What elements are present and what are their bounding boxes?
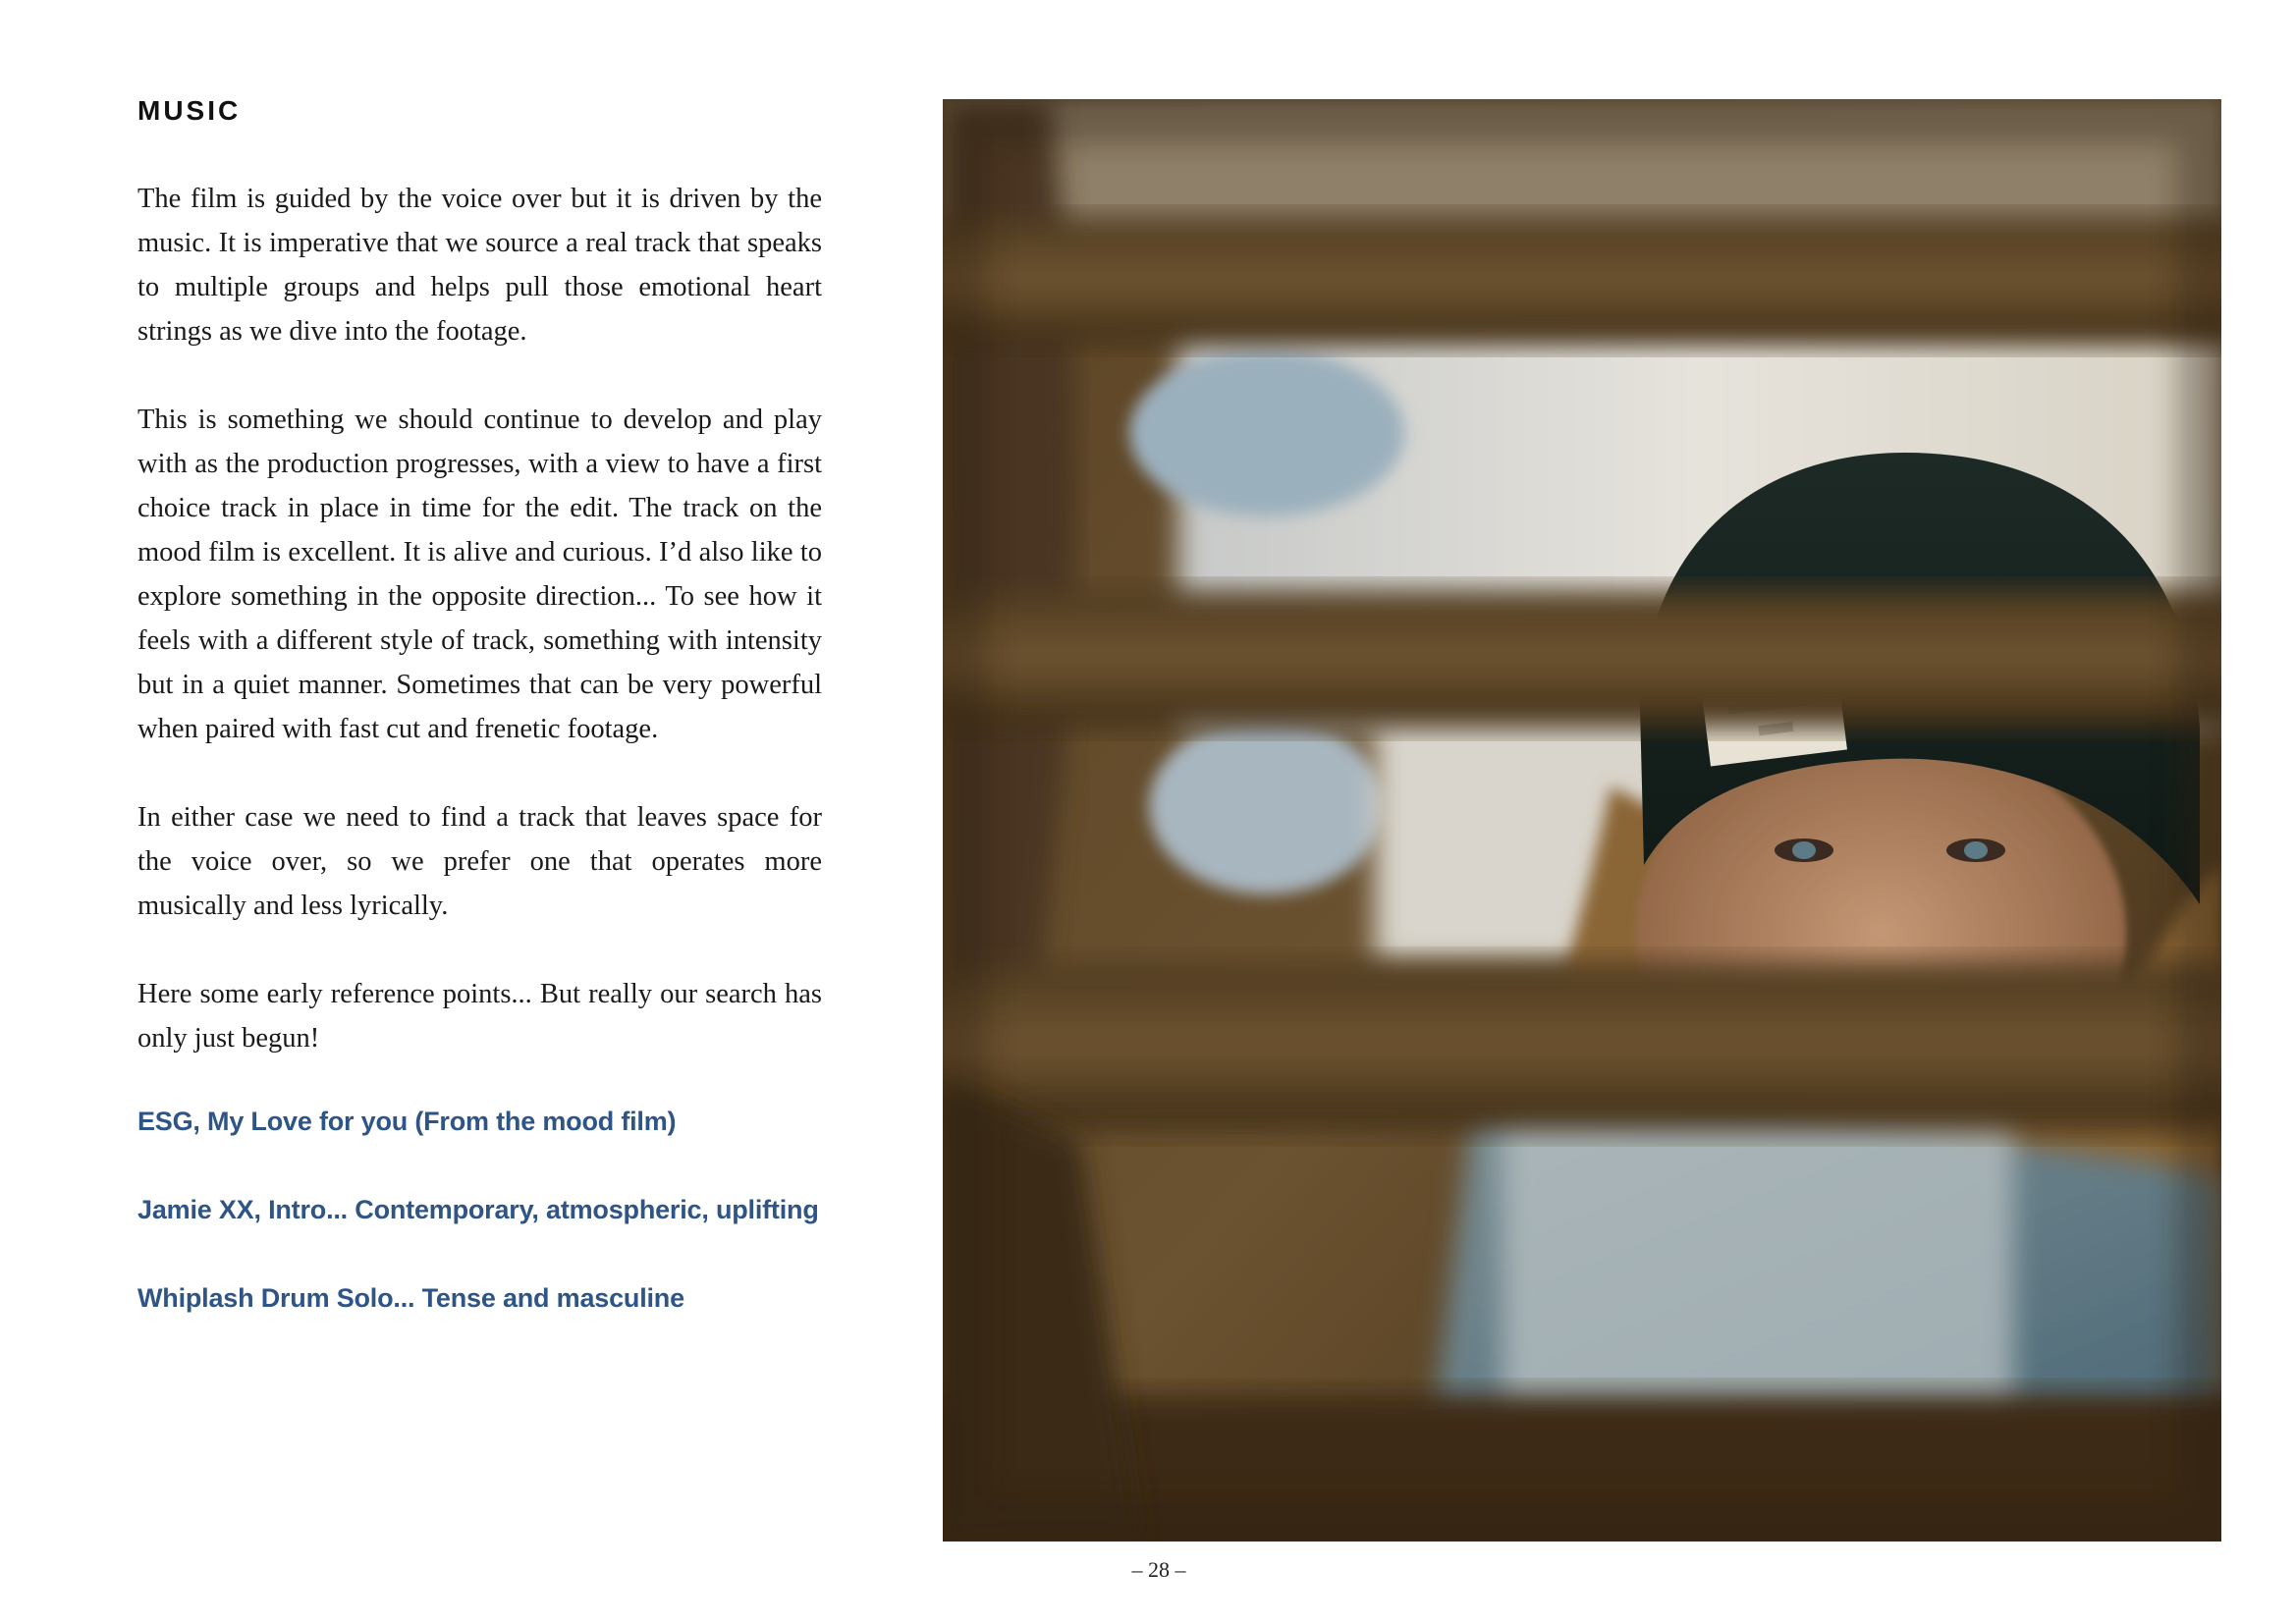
- text-column: [137, 94, 822, 1370]
- reference-item: ESG, My Love for you (From the mood film): [137, 1107, 677, 1136]
- reference-item: Jamie XX, Intro... Contemporary, atmospheric, uplifting: [137, 1195, 819, 1224]
- reference-item: Whiplash Drum Solo... Tense and masculine: [137, 1283, 684, 1313]
- paragraph: In either case we need to find a track that leaves space for the voice over, so we prefer one that operates more musically and less lyrically.: [137, 802, 822, 921]
- paragraph: This is something we should continue to develop and play with as the production progresses, with a view to have a first choice track in place in time for the edit. The track on the mood film is excellent. It is alive and curious. I’d also like to explore something in the opposite direction... To see how it feels with a different style of track, something with intensity but in a quiet manner. Sometimes that can be very powerful when paired with fast cut and frenetic footage.: [137, 405, 822, 744]
- paragraph: Here some early reference points... But really our search has only just begun!: [137, 979, 822, 1054]
- photo-image: [943, 99, 2221, 1542]
- page-number: – 28 –: [1131, 1557, 1186, 1582]
- photo-illustration: [943, 99, 2221, 1542]
- paragraph: The film is guided by the voice over but it is driven by the music. It is imperative that we source a real track that speaks to multiple groups and helps pull those emotional heart strings as we dive into the footage.: [137, 184, 822, 347]
- reference-list: [137, 1105, 822, 1315]
- section-heading: MUSIC: [137, 95, 242, 126]
